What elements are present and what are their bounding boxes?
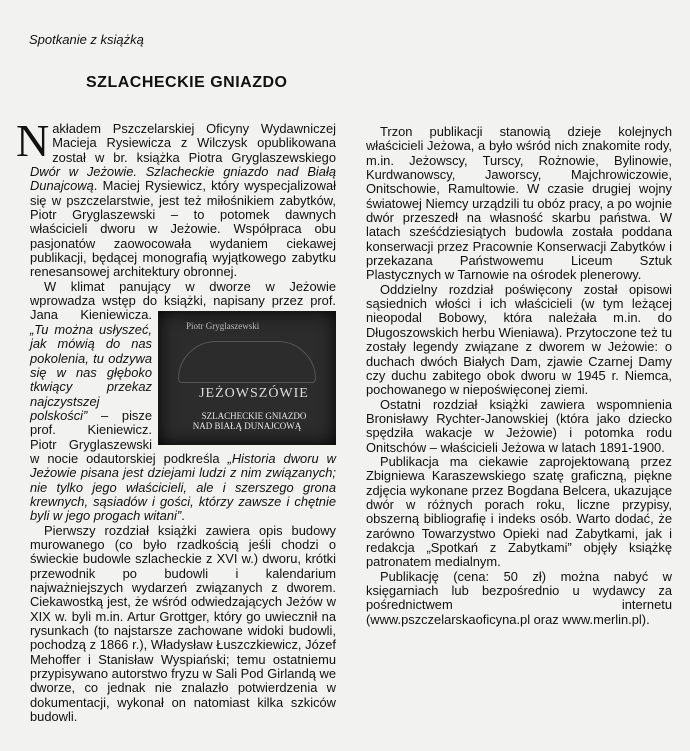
book-cover-ornament — [178, 341, 316, 383]
drop-cap: N — [16, 115, 50, 166]
paragraph: Publikacja ma ciekawie zaprojektowaną przez Zbigniewa Karaszewskiego szatę graficzną, piękne zdjęcia wykonane przez Bogdana Belcera, ukazujące dwór w różnych porach roku, liczne przypisy, obszerną bibliografię i indeks osób. Warto dodać, że zarówno Towarzystwo Opieki nad Zabytkami, jak i redakcja „Spotkań z Zabytkami” objęły książkę patronatem medialnym. — [366, 453, 672, 570]
right-column — [366, 125, 672, 627]
paragraph: Trzon publikacji stanowią dzieje kolejnych właścicieli Jeżowa, a było wśród nich znakomite rody, m.in. Jeżowscy, Turscy, Rożnowie, Bylinowie, Kurdwanowscy, Jaworscy, Majchrowiczowie, Onitschowie, Ramultowie. W czasie drugiej wojny światowej Niemcy urządzili tu obóz pracy, a po wojnie dwór przeszedł na własność skarbu państwa. W latach sześćdziesiątych budowla została poddana konserwacji przez Pracownie Konserwacji Zabytków i przekazana Państwowemu Liceum Sztuk Plastycznych w Tarnowie na ośrodek plenerowy. — [366, 124, 672, 283]
book-title-ref: Dwór w Jeżowie. Szlacheckie gniazdo nad Białą Dunajcową — [30, 164, 336, 194]
left-column — [16, 115, 336, 725]
book-cover-image — [158, 311, 336, 445]
paragraph: Pierwszy rozdział książki zawiera opis budowy murowanego (co było rzadkością jeśli chodzi o świeckie budowle szlacheckie z XVI w.) dworu, krótki przewodnik po budowli i kalendarium najważniejszych wydarzeń związanych z dworem. Ciekawostką jest, że wśród odwiedzających Jeżów w XIX w. byli m.in. Artur Grottger, który go uwiecznił na rysunkach (to najstarsze zachowane widoki budowli, pochodzą z 1866 r.), Władysław Łuszczkiewicz, Józef Mehoffer i Stanisław Wyspiański; temu ostatniemu przypisywano autorstwo fryzu w Sali Pod Girlandą we dworze, co jednak nie znalazło potwierdzenia w dokumentacji, wykonał on natomiast kilka szkiców budowli. — [30, 522, 336, 725]
quote: „Tu można usłyszeć, jak mówią do nas pokolenia, tu odzywa się w nas głęboko tkwiący przekaz najczystszej polskości” — [30, 321, 152, 423]
article-title: SZLACHECKIE GNIAZDO — [86, 74, 288, 91]
book-cover-author: Piotr Gryglaszewski — [186, 321, 260, 332]
paragraph: Nakładem Pszczelarskiej Oficyny Wydawniczej Macieja Rysiewicza z Wilczysk opublikowana został w br. książka Piotra Gryglaszewskiego Dwór w Jeżowie. Szlacheckie gniazdo nad Białą Dunajcową. Maciej Rysiewicz, który wyspecjalizował się w pszczelarstwie, jest też miłośnikiem zabytków, Piotr Gryglaszewski – to potomek dawnych właścicieli dworu w Jeżowie. Współpraca obu pasjonatów zaowocowała wydaniem ciekawej publikacji, będącej monografią wyjątkowego zabytku renesansowej architektury obronnej. — [16, 115, 336, 280]
book-cover-banner: JEŻOWSZÓWIE — [199, 386, 309, 402]
quote: „Historia dworu w Jeżowie pisana jest dziejami ludzi z nim związanych; nie tylko jego właścicieli, ale i szerszego grona krewnych, sąsiadów i gości, którzy zawsze i chętnie byli w jego progach witani” — [30, 450, 336, 524]
book-cover-title: SZLACHECKIE GNIAZDO NAD BIAŁĄ DUNAJCOWĄ — [192, 411, 307, 432]
paragraph: Ostatni rozdział książki zawiera wspomnienia Bronisławy Rychter-Janowskiej (która jako dziecko spędziła wakacje w Jeżowie) i potomka rodu Onitschów – właścicieli Jeżowa w latach 1891-1900. — [366, 396, 672, 455]
paragraph: W klimat panujący w dworze w Jeżowie wprowadza wstęp do książki, napisany przez prof. Jana Kieniewicza. Piotr Gryglaszewski JEŻOWSZÓWIE SZLACHECKIE GNIAZDO NAD BIAŁĄ DUNAJCOWĄ „Tu można usłyszeć, jak mówią do nas pokolenia, tu odzywa się w nas głęboko tkwiący przekaz najczystszej polskości” – pisze prof. Kieniewicz. Piotr Gryglaszewski w nocie odautorskiej podkreśla „Historia dworu w Jeżowie pisana jest dziejami ludzi z nim związanych; nie tylko jego właścicieli, ale i szerszego grona krewnych, sąsiadów i gości, którzy zawsze i chętnie byli w jego progach witani”. — [30, 278, 336, 524]
section-label: Spotkanie z książką — [29, 32, 144, 47]
paragraph: Publikację (cena: 50 zł) można nabyć w księgarniach lub bezpośrednio u wydawcy za pośrednictwem internetu (www.pszczelarskaoficyna.pl oraz www.merlin.pl). — [366, 568, 672, 627]
paragraph: Oddzielny rozdział poświęcony został opisowi sąsiednich włości i ich właścicieli (w tym leżącej nieopodal Bobowy, która należała m.in. do Długoszowskich herbu Wieniawa). Przytoczone też tu zostały legendy związane z dworem w Jeżowie: o duchach dwóch Białych Dam, zjawie Czarnej Damy czy duchu zabitego obok dworu w 1945 r. Niemca, pochowanego w niepoświęconej ziemi. — [366, 281, 672, 398]
